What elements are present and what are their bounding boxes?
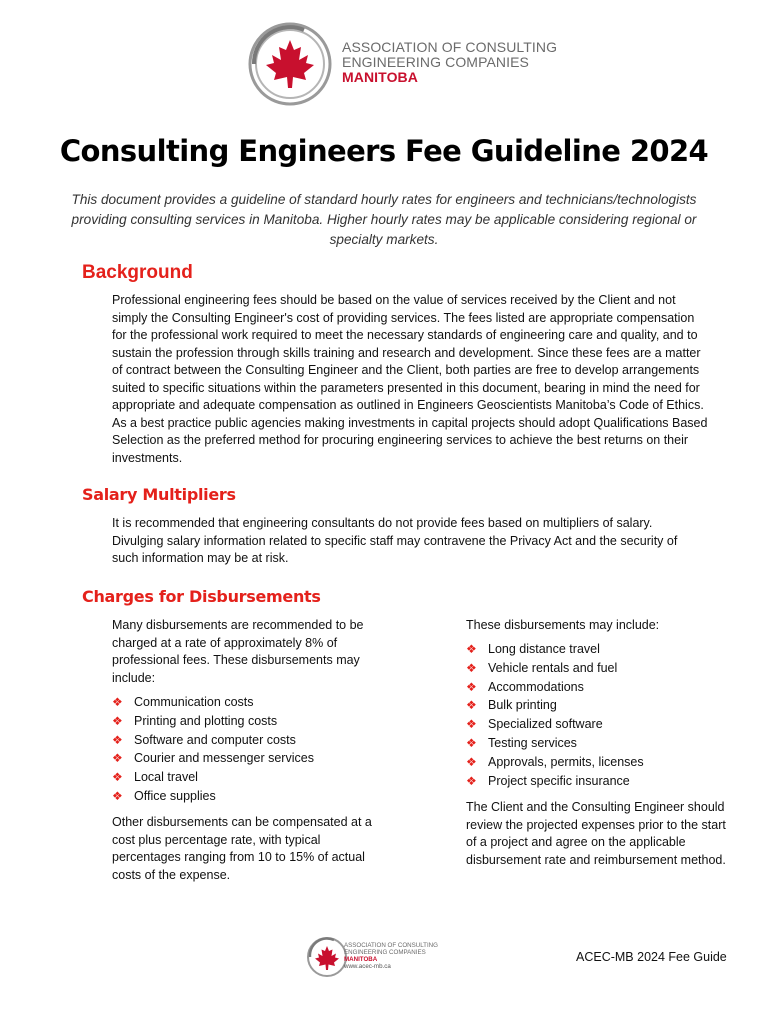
disbursements-left-outro: Other disbursements can be compensated at a cost plus percentage rate, with typical percentages ranging from 10 to 15% of actual costs of the expense. — [112, 815, 372, 882]
logo-line-2: ENGINEERING COMPANIES — [342, 54, 529, 70]
bullet-diamond-icon: ❖ — [466, 773, 477, 788]
salary-multipliers-heading: Salary Multipliers — [82, 485, 236, 504]
list-item: ❖ Testing services — [466, 734, 726, 753]
bullet-diamond-icon: ❖ — [466, 679, 477, 694]
bullet-diamond-icon: ❖ — [466, 642, 477, 656]
disbursements-left-list — [112, 693, 392, 806]
bullet-diamond-icon: ❖ — [466, 735, 477, 750]
disbursements-right-outro: The Client and the Consulting Engineer should review the projected expenses prior to the start of a project and agree on the applicable disbursement rate and reimbursement method. — [466, 800, 726, 867]
bullet-diamond-icon: ❖ — [466, 660, 477, 675]
background-heading: Background — [82, 262, 193, 283]
logo-line-1: ASSOCIATION OF CONSULTING — [342, 39, 558, 55]
list-item: ❖ Long distance travel — [466, 640, 726, 659]
footer-logo-text — [344, 942, 438, 970]
disbursements-right-intro: These disbursements may include: — [466, 618, 660, 632]
maple-leaf-logo-icon — [244, 18, 336, 110]
footer-logo-line-3: MANITOBA — [344, 956, 378, 963]
disbursements-heading: Charges for Disbursements — [82, 587, 321, 606]
list-item: ❖ Accommodations — [466, 678, 726, 697]
bullet-diamond-icon: ❖ — [112, 788, 123, 803]
list-item: ❖ Specialized software — [466, 715, 726, 734]
bullet-diamond-icon: ❖ — [112, 751, 123, 766]
list-item: ❖ Courier and messenger services — [112, 749, 392, 768]
list-item: ❖ Project specific insurance — [466, 772, 726, 791]
disbursements-left-intro: Many disbursements are recommended to be charged at a rate of approximately 8% of professional fees. These disbursements may include: — [112, 618, 364, 685]
bullet-diamond-icon: ❖ — [466, 754, 477, 769]
list-item: ❖ Vehicle rentals and fuel — [466, 659, 726, 678]
background-paragraph: Professional engineering fees should be based on the value of services received by the Client and not simply the Consulting Engineer's cost of providing services. The fees listed are appropriate compensation for the professional work required to meet the necessary standards of engineering care and quality, and to sustain the profession through skills training and research and development. Since these fees are a matter of contract between the Consulting Engineer and the Client, both parties are free to develop arrangements suited to specific situations within the parameters presented in this document, bearing in mind the need for appropriate and adequate compensation as outlined in Engineers Geoscientists Manitoba’s Code of Ethics. As a best practice public agencies making investments in capital projects should adopt Qualifications Based Selection as the preferred method for procuring engineering services to achieve the best returns on their investments. — [112, 293, 708, 465]
bullet-diamond-icon: ❖ — [112, 695, 123, 709]
intro-paragraph: This document provides a guideline of standard hourly rates for engineers and technicians/technologists providing consulting services in Manitoba. Higher hourly rates may be applicable considering regional or specialty markets. — [71, 192, 697, 247]
footer-logo-line-2: ENGINEERING COMPANIES — [344, 949, 426, 956]
bullet-diamond-icon: ❖ — [112, 732, 123, 747]
list-item: ❖ Bulk printing — [466, 696, 726, 715]
footer-url: www.acec-mb.ca — [344, 963, 391, 970]
acec-logo — [244, 18, 564, 110]
bullet-diamond-icon: ❖ — [466, 698, 477, 713]
footer-logo — [304, 934, 454, 982]
list-item: ❖ Office supplies — [112, 787, 392, 806]
footer-logo-line-1: ASSOCIATION OF CONSULTING — [344, 942, 438, 949]
bullet-diamond-icon: ❖ — [112, 770, 123, 785]
disbursements-right-list — [466, 640, 726, 790]
salary-multipliers-paragraph: It is recommended that engineering consultants do not provide fees based on multipliers of salary. Divulging salary information related to specific staff may contravene the Privacy Act and the security of such information may be at risk. — [112, 516, 678, 565]
logo-line-3: MANITOBA — [342, 69, 418, 85]
bullet-diamond-icon: ❖ — [466, 717, 477, 732]
list-item: ❖ Printing and plotting costs — [112, 712, 392, 731]
page-title: Consulting Engineers Fee Guideline 2024 — [59, 134, 709, 168]
list-item: ❖ Approvals, permits, licenses — [466, 753, 726, 772]
list-item: ❖ Software and computer costs — [112, 731, 392, 750]
list-item: ❖ Local travel — [112, 768, 392, 787]
footer-label: ACEC-MB 2024 Fee Guide — [576, 950, 727, 964]
bullet-diamond-icon: ❖ — [112, 713, 123, 728]
list-item: ❖ Communication costs — [112, 693, 392, 712]
logo-text — [342, 40, 557, 85]
